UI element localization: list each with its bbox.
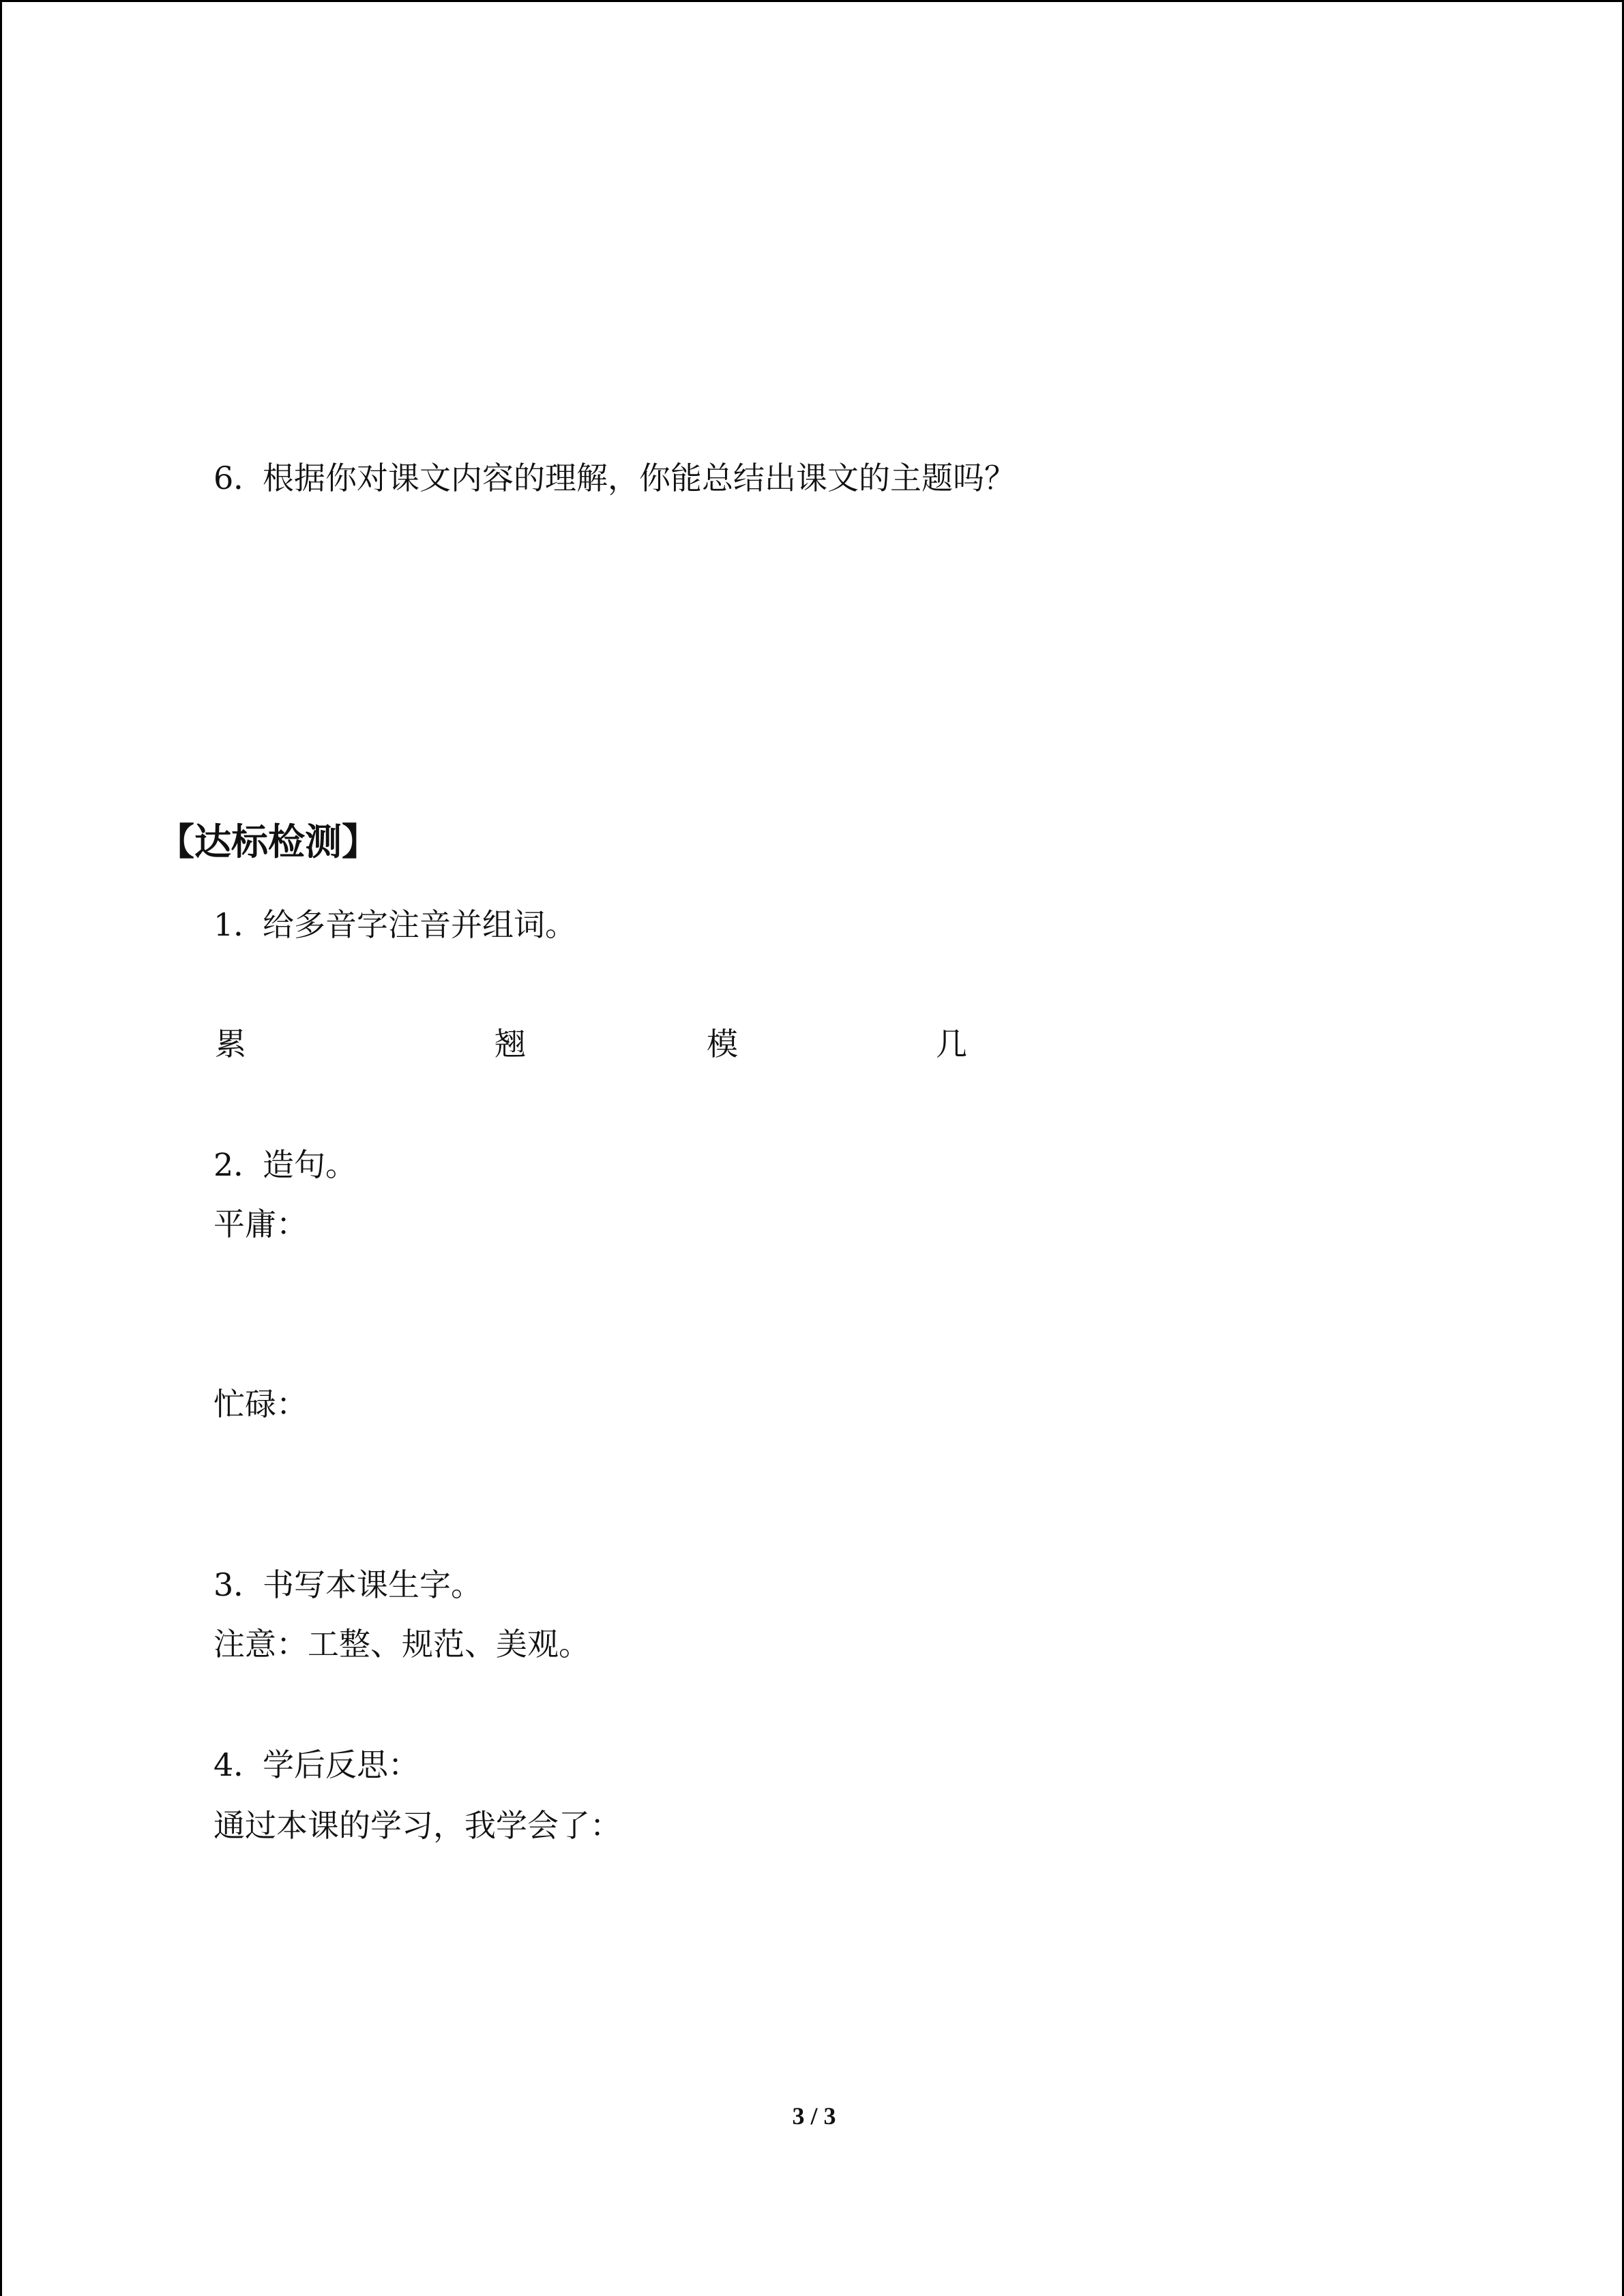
test-question-3-number: 3． — [213, 1566, 265, 1603]
question-6-number: 6． — [213, 460, 265, 496]
test-question-3-text: 书写本课生字。 — [263, 1566, 482, 1603]
question-6 — [213, 459, 1016, 497]
reflection-prompt: 通过本课的学习，我学会了： — [213, 1807, 621, 1844]
test-question-1-text: 给多音字注音并组词。 — [263, 906, 576, 943]
sentence-word-1: 平庸： — [213, 1206, 308, 1242]
test-question-2-number: 2． — [213, 1146, 265, 1183]
test-question-3 — [213, 1566, 482, 1604]
writing-note: 注意：工整、规范、美观。 — [213, 1626, 590, 1663]
test-question-4 — [213, 1746, 419, 1784]
polyphone-char-2: 翘 — [494, 1026, 526, 1062]
polyphone-char-3: 模 — [707, 1026, 738, 1062]
question-6-text: 根据你对课文内容的理解，你能总结出课文的主题吗？ — [263, 460, 1016, 496]
test-question-4-text: 学后反思： — [263, 1746, 419, 1783]
test-question-2 — [213, 1146, 357, 1184]
test-question-1 — [213, 906, 576, 944]
test-question-2-text: 造句。 — [263, 1146, 357, 1183]
page-number: 3 / 3 — [792, 2102, 836, 2130]
sentence-word-2: 忙碌： — [213, 1386, 308, 1422]
polyphone-char-4: 几 — [936, 1026, 967, 1062]
section-title: 【达标检测】 — [158, 820, 379, 863]
test-question-4-number: 4． — [213, 1746, 265, 1783]
polyphone-char-1: 累 — [215, 1026, 246, 1062]
test-question-1-number: 1． — [213, 906, 265, 943]
